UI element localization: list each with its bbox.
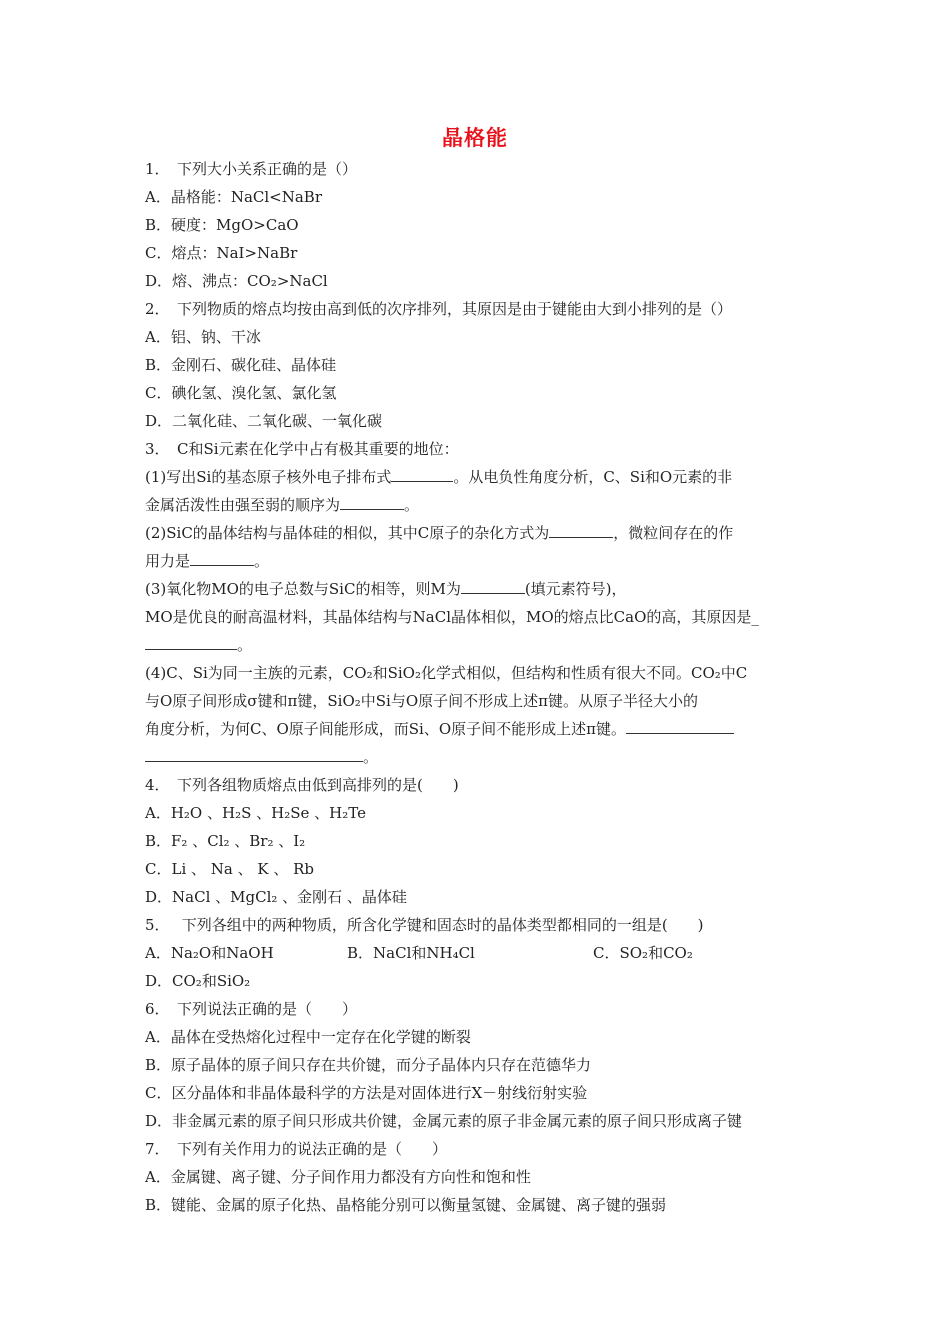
q3-part4-text: 角度分析，为何C、O原子间能形成，而Si、O原子间不能形成上述π键。 (145, 720, 627, 738)
q4-option-d: D．NaCl 、MgCl₂ 、金刚石 、晶体硅 (145, 888, 407, 906)
q3-part4-line2: 与O原子间形成σ键和π键，SiO₂中Si与O原子间不形成上述π键。从原子半径大小的 (145, 692, 699, 710)
q4-option-a: A．H₂O 、H₂S 、H₂Se 、H₂Te (145, 804, 366, 822)
q3-part3-line1 (145, 575, 810, 603)
q3-part4-end: 。 (363, 748, 379, 766)
q3-part3-end: 。 (237, 636, 253, 654)
q2-option-a: A．铝、钠、干冰 (145, 328, 261, 346)
q3-part3-text-cont: (填元素符号)， (524, 580, 627, 598)
q5-stem: 5． 下列各组中的两种物质，所含化学键和固态时的晶体类型都相同的一组是( ) (145, 916, 704, 934)
q3-part4-line4 (145, 743, 810, 771)
q4-stem: 4． 下列各组物质熔点由低到高排列的是( ) (145, 776, 459, 794)
q1-option-d: D．熔、沸点：CO₂>NaCl (145, 272, 328, 290)
q5-options-row (145, 939, 810, 967)
q6-stem: 6． 下列说法正确的是（ ） (145, 1000, 358, 1018)
q7-stem: 7． 下列有关作用力的说法正确的是（ ） (145, 1140, 448, 1158)
answer-blank[interactable] (549, 521, 613, 538)
q4-option-b: B．F₂ 、Cl₂ 、Br₂ 、I₂ (145, 832, 306, 850)
q2-option-d: D．二氧化硅、二氧化碳、一氧化碳 (145, 412, 383, 430)
q3-part1-line2 (145, 491, 810, 519)
q3-part2-text2: 用力是 (145, 552, 191, 570)
q3-part1-text2: 金属活泼性由强至弱的顺序为 (145, 496, 341, 514)
q3-part2-text-cont: ，微粒间存在的作 (613, 524, 734, 542)
q3-part1-end: 。 (404, 496, 420, 514)
q1-option-a: A．晶格能：NaCl<NaBr (145, 188, 323, 206)
q3-part3-line2: MO是优良的耐高温材料，其晶体结构与NaCl晶体相似，MO的熔点比CaO的高，其原因是_ (145, 608, 759, 626)
answer-blank[interactable] (340, 493, 404, 510)
q2-option-b: B．金刚石、碳化硅、晶体硅 (145, 356, 337, 374)
q5-option-c: C．SO₂和CO₂ (593, 944, 693, 962)
q3-part3-text: (3)氧化物MO的电子总数与SiC的相等，则M为 (145, 580, 461, 598)
page-title: 晶格能 (442, 126, 508, 150)
q5-option-b: B．NaCl和NH₄Cl (347, 944, 475, 962)
q3-part2-line2 (145, 547, 810, 575)
q3-part1-text-cont: 。从电负性角度分析，C、Si和O元素的非 (453, 468, 733, 486)
answer-blank[interactable] (626, 717, 734, 734)
q3-part3-line3 (145, 631, 810, 659)
q1-option-c: C．熔点：NaI>NaBr (145, 244, 298, 262)
answer-blank[interactable] (190, 549, 254, 566)
q6-option-c: C．区分晶体和非晶体最科学的方法是对固体进行X－射线衍射实验 (145, 1084, 588, 1102)
q7-option-a: A．金属键、离子键、分子间作用力都没有方向性和饱和性 (145, 1168, 531, 1186)
q6-option-a: A．晶体在受热熔化过程中一定存在化学键的断裂 (145, 1028, 471, 1046)
q3-stem: 3． C和Si元素在化学中占有极其重要的地位： (145, 440, 459, 458)
q3-part2-line1 (145, 519, 810, 547)
q1-stem: 1． 下列大小关系正确的是（） (145, 160, 358, 178)
q2-option-c: C．碘化氢、溴化氢、氯化氢 (145, 384, 337, 402)
answer-blank[interactable] (391, 465, 453, 482)
q5-option-a: A．Na₂O和NaOH (145, 944, 274, 962)
q3-part1-text: (1)写出Si的基态原子核外电子排布式 (145, 468, 392, 486)
q5-option-d: D．CO₂和SiO₂ (145, 972, 251, 990)
q2-stem: 2． 下列物质的熔点均按由高到低的次序排列，其原因是由于键能由大到小排列的是（） (145, 300, 733, 318)
q7-option-b: B．键能、金属的原子化热、晶格能分别可以衡量氢键、金属键、离子键的强弱 (145, 1196, 667, 1214)
q4-option-c: C．Li 、 Na 、 K 、 Rb (145, 860, 315, 878)
q3-part2-text: (2)SiC的晶体结构与晶体硅的相似，其中C原子的杂化方式为 (145, 524, 550, 542)
q6-option-b: B．原子晶体的原子间只存在共价键，而分子晶体内只存在范德华力 (145, 1056, 592, 1074)
answer-blank[interactable] (145, 633, 237, 650)
question-list (145, 155, 810, 1219)
q6-option-d: D．非金属元素的原子间只形成共价键，金属元素的原子非金属元素的原子间只形成离子键 (145, 1112, 743, 1130)
q3-part1-line1 (145, 463, 810, 491)
answer-blank[interactable] (461, 577, 525, 594)
answer-blank[interactable] (145, 745, 363, 762)
q3-part4-line3 (145, 715, 810, 743)
q3-part4-line1: (4)C、Si为同一主族的元素，CO₂和SiO₂化学式相似，但结构和性质有很大不同。CO₂中C (145, 664, 748, 682)
q1-option-b: B．硬度：MgO>CaO (145, 216, 299, 234)
q3-part2-end: 。 (254, 552, 270, 570)
